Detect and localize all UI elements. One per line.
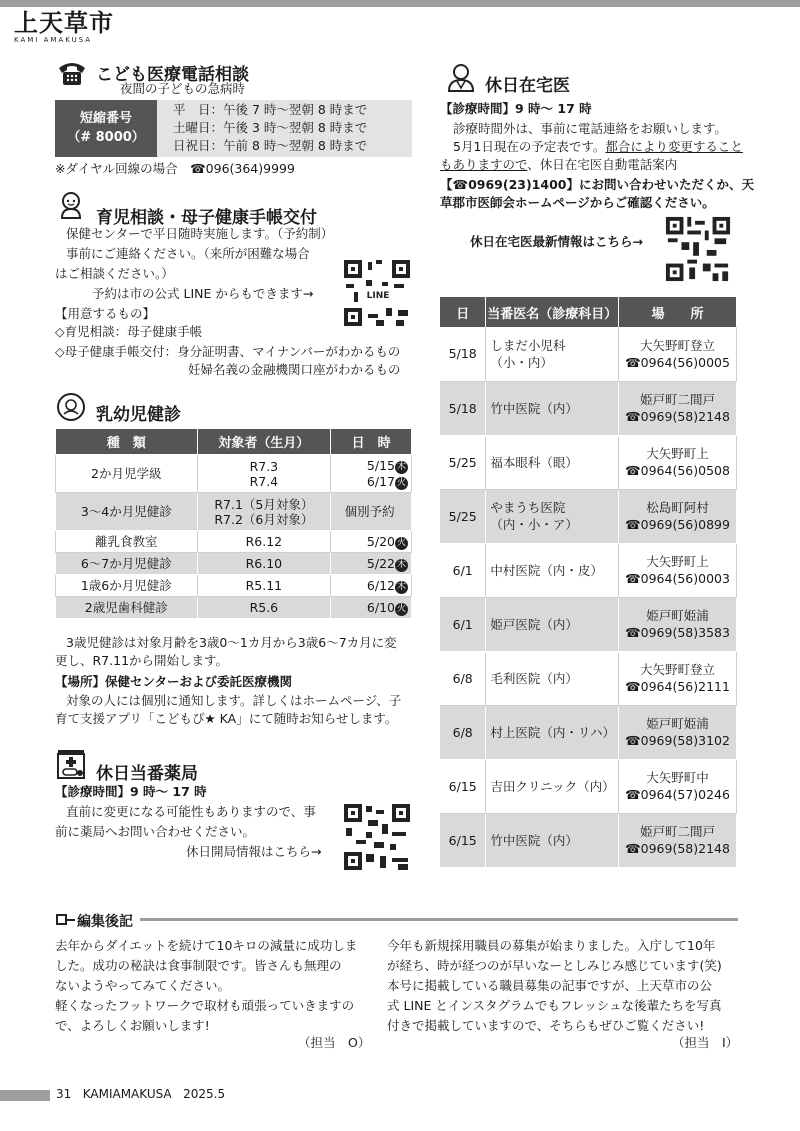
- doctor-row: [440, 543, 737, 597]
- doctor-icon: [446, 62, 476, 92]
- doctor-row: [440, 759, 737, 813]
- doctor-line-2b: 都合により変更すること: [605, 139, 743, 154]
- doctor-tel: ☎0964(56)0508: [625, 463, 730, 478]
- weekday-badge: 火: [396, 537, 406, 548]
- weekday-badge: 火: [396, 477, 406, 488]
- checkup-date-cell: [331, 575, 412, 597]
- doctor-name-line: 姫戸医院（内）: [490, 616, 578, 632]
- doctor-qr-code[interactable]: [664, 215, 732, 283]
- doctor-place: 大矢野町上: [646, 446, 709, 461]
- doctor-place: 姫戸町姫浦: [646, 716, 709, 731]
- checkup-note-1: 3歳児健診は対象月齢を3歳0～1カ月から3歳6～7カ月に変: [66, 635, 397, 650]
- doctor-line-3a: もありますので: [440, 157, 528, 172]
- doctor-date: 6/1: [440, 597, 486, 651]
- doctor-name-line: 村上医院（内・リハ）: [490, 724, 616, 740]
- checkup-place: 【場所】保健センターおよび委託医療機関: [55, 674, 293, 689]
- top-bar: [0, 0, 800, 7]
- doctor-name: [486, 759, 619, 813]
- doctor-place-cell: [619, 381, 737, 435]
- pharmacy-link[interactable]: 休日開局情報はこちら→: [186, 844, 322, 859]
- doctor-name: [486, 813, 619, 867]
- doctor-place: 姫戸町姫浦: [646, 608, 709, 623]
- doctor-tel: ☎0969(58)3102: [625, 733, 730, 748]
- checkup-target-line: R7.4: [249, 473, 279, 489]
- checkup-row: [56, 575, 412, 597]
- editorial-left-line-1: 去年からダイエットを続けて10キロの減量に成功しま: [55, 938, 358, 953]
- doctor-place-cell: [619, 327, 737, 381]
- header-date: 日 時: [331, 429, 412, 455]
- checkup-target-line: R7.3: [249, 458, 279, 474]
- checkup-date: [331, 556, 408, 572]
- telephone-icon: [56, 58, 86, 88]
- kids-phone-subtitle: 夜間の子どもの急病時: [120, 81, 246, 96]
- doctor-date: 6/1: [440, 543, 486, 597]
- pharmacy-qr-code[interactable]: [342, 802, 412, 872]
- childcare-line-2: 事前にご連絡ください。（来所が困難な場合: [66, 246, 310, 261]
- weekday-badge: 木: [396, 461, 406, 472]
- checkup-date-cell: [331, 597, 412, 619]
- footer-bar: [0, 1090, 50, 1101]
- doctor-hours: 【診療時間】9 時～ 17 時: [440, 101, 592, 116]
- doctor-place-cell: [619, 435, 737, 489]
- doctor-name-line: 吉田クリニック（内）: [490, 778, 615, 794]
- doctor-date: 6/8: [440, 705, 486, 759]
- checkup-target: [197, 531, 331, 553]
- holiday-doctor-title: 休日在宅医: [485, 76, 570, 96]
- doctor-header-row: [440, 297, 737, 327]
- header-day: 日: [440, 297, 486, 327]
- infant-icon: [56, 392, 86, 422]
- doctor-name: [486, 597, 619, 651]
- checkup-date-cell: [331, 553, 412, 575]
- checkup-date: [331, 534, 408, 550]
- checkup-row: [56, 455, 412, 493]
- doctor-name-line: 竹中医院（内）: [490, 832, 578, 848]
- doctor-name: [486, 705, 619, 759]
- pharmacy-line-2: 前に薬局へお問い合わせください。: [55, 824, 256, 839]
- doctor-name: [486, 651, 619, 705]
- doctor-date: 6/15: [440, 813, 486, 867]
- hours-box: [55, 100, 412, 157]
- doctor-tel: ☎0964(56)0005: [625, 354, 730, 370]
- qr-line-label: LINE: [366, 291, 390, 301]
- doctor-row: [440, 705, 737, 759]
- editorial-right-sign: （担当 I）: [672, 1035, 739, 1050]
- checkup-date-text: 6/10: [366, 599, 395, 615]
- doctor-tel: ☎0969(58)3583: [625, 625, 730, 640]
- item-3: 妊婦名義の金融機関口座がわかるもの: [188, 362, 401, 377]
- doctor-line-5: 草郡市医師会ホームページからご確認ください。: [440, 195, 715, 210]
- checkup-date-text: 5/22: [366, 555, 395, 571]
- doctor-row: [440, 381, 737, 435]
- doctor-name-line: やまうち医院: [490, 500, 566, 515]
- doctor-line-1: 診療時間外は、事前に電話連絡をお願いします。: [453, 121, 728, 136]
- doctor-tel: ☎0969(56)0899: [625, 517, 730, 532]
- checkup-type: 2か月児学級: [56, 455, 198, 493]
- dial-note: ※ダイヤル回線の場合 ☎096(364)9999: [55, 161, 295, 176]
- doctor-tel: ☎0964(57)0246: [625, 787, 730, 802]
- hours-saturday: 土曜日：午後 3 時～翌朝 8 時まで: [173, 120, 368, 135]
- magazine-name: KAMIAMAKUSA: [82, 1087, 172, 1101]
- doctor-name: [486, 543, 619, 597]
- hours-weekday: 平 日：午後 7 時～翌朝 8 時まで: [173, 102, 368, 117]
- header-target: 対象者（生月）: [197, 429, 331, 455]
- editorial-right-line-1: 今年も新規採用職員の募集が始まりました。入庁して10年: [387, 938, 716, 953]
- doctor-row: [440, 651, 737, 705]
- short-number-label: 短縮番号: [79, 111, 132, 126]
- weekday-badge: 木: [396, 559, 406, 570]
- doctor-name: [486, 327, 619, 381]
- editorial-right-line-5: 付きで掲載していますので、そちらもぜひご覧ください!: [387, 1018, 705, 1033]
- checkup-place-note-2: 育て支援アプリ「こどもぴ★ KA」にて随時お知らせします。: [55, 711, 398, 726]
- doctor-name-line: 毛利医院（内）: [490, 670, 578, 686]
- doctor-row: [440, 327, 737, 381]
- doctor-place-cell: [619, 597, 737, 651]
- checkup-target-line: R6.10: [245, 556, 283, 571]
- checkup-row: [56, 553, 412, 575]
- doctor-place-cell: [619, 813, 737, 867]
- pharmacy-line-1: 直前に変更になる可能性もありますので、事: [66, 804, 316, 819]
- editorial-title: 編集後記: [77, 914, 133, 930]
- doctor-place: 大矢野町上: [646, 554, 709, 569]
- checkup-date-cell: [331, 531, 412, 553]
- checkup-date: [331, 474, 408, 490]
- page-number: 31: [56, 1087, 72, 1101]
- doctor-date: 5/18: [440, 381, 486, 435]
- checkup-target-line: R6.12: [245, 534, 283, 549]
- doctor-row: [440, 813, 737, 867]
- checkup-type: 1歳6か月児健診: [56, 575, 198, 597]
- doctor-tel: ☎0969(58)2148: [625, 409, 730, 424]
- checkup-date-cell: [331, 455, 412, 493]
- kids-phone-title: こども医療電話相談: [96, 65, 249, 85]
- doctor-row: [440, 597, 737, 651]
- doctor-date: 6/8: [440, 651, 486, 705]
- editorial-right-line-3: 本号に掲載している職員募集の記事ですが、上天草市の公: [387, 978, 713, 993]
- doctor-place: 松島町阿村: [646, 500, 709, 515]
- city-logo: [14, 10, 114, 44]
- editorial-left-line-2: した。成功の秘訣は食事制限です。皆さんも無理の: [55, 958, 342, 973]
- doctor-place: 姫戸町二間戸: [640, 392, 716, 407]
- doctor-table: [440, 297, 737, 868]
- checkup-target: [197, 493, 331, 531]
- editorial-left-sign: （担当 O）: [298, 1035, 371, 1050]
- editorial-square-icon: [56, 914, 67, 925]
- item-2: ◇母子健康手帳交付：身分証明書、マイナンバーがわかるもの: [55, 344, 401, 359]
- editorial-right: [387, 936, 722, 1036]
- editorial-rule-stub: [67, 919, 75, 921]
- doctor-place-cell: [619, 705, 737, 759]
- checkup-date: [331, 504, 408, 519]
- editorial-right-line-2: が経ち、時が経つのが早いなーとしみじみ感じています(笑): [387, 958, 722, 973]
- checkup-note-2: 更し、R7.11から開始します。: [55, 653, 229, 668]
- doctor-place: 姫戸町二間戸: [640, 824, 716, 839]
- checkup-target-line: R5.6: [249, 600, 279, 615]
- doctor-name-line: （内・小・ア）: [490, 517, 578, 532]
- editorial-right-line-4: 式 LINE とインスタグラムでもフレッシュな後輩たちを写真: [387, 998, 722, 1013]
- short-number-value: （# 8000）: [67, 130, 145, 145]
- checkup-type: 2歳児歯科健診: [56, 597, 198, 619]
- doctor-place: 大矢野町中: [646, 770, 709, 785]
- doctor-date: 5/25: [440, 435, 486, 489]
- checkup-date-text: 5/20: [366, 533, 395, 549]
- doctor-place-cell: [619, 489, 737, 543]
- doctor-name: [486, 435, 619, 489]
- doctor-tel: ☎0964(56)0003: [625, 571, 730, 586]
- childcare-line-1: 保健センターで平日随時実施します。（予約制）: [66, 226, 334, 241]
- item-1: ◇育児相談：母子健康手帳: [55, 324, 203, 339]
- checkup-header-row: [56, 429, 412, 455]
- doctor-line-2a: 5月1日現在の予定表です。: [453, 139, 606, 154]
- pharmacy-hours: 【診療時間】9 時～ 17 時: [55, 784, 207, 799]
- checkup-target-line: R7.1（5月対象）: [214, 496, 314, 512]
- checkup-target: [197, 455, 331, 493]
- editorial-left-line-3: ないようやってみてください。: [55, 978, 231, 993]
- doctor-place: 大矢野町登立: [640, 337, 716, 353]
- logo-text: 上天草市: [14, 8, 114, 37]
- checkup-row: [56, 493, 412, 531]
- line-qr-code[interactable]: [342, 258, 412, 328]
- short-number-badge: [55, 100, 157, 157]
- doctor-name-line: （小・内）: [490, 354, 553, 370]
- doctor-link[interactable]: 休日在宅医最新情報はこちら→: [470, 234, 643, 249]
- checkup-target: [197, 597, 331, 619]
- logo-subtext: KAMI AMAKUSA: [14, 36, 93, 44]
- checkup-target-line: R7.2（6月対象）: [214, 511, 314, 527]
- header-place: 場 所: [619, 297, 737, 327]
- doctor-line-3: [440, 156, 677, 174]
- checkup-target: [197, 575, 331, 597]
- doctor-name-line: しまだ小児科: [490, 337, 566, 353]
- hours-holiday: 日祝日：午前 8 時～翌朝 8 時まで: [173, 138, 368, 153]
- doctor-place-cell: [619, 759, 737, 813]
- doctor-name-line: 中村医院（内・皮）: [490, 562, 603, 578]
- childcare-line-4: 予約は市の公式 LINE からもできます→: [92, 286, 314, 301]
- checkup-date-text: 6/12: [366, 577, 395, 593]
- checkup-type: 離乳食教室: [56, 531, 198, 553]
- doctor-row: [440, 489, 737, 543]
- checkup-target-line: R5.11: [245, 578, 283, 593]
- doctor-name-line: 竹中医院（内）: [490, 400, 578, 416]
- checkup-date: [331, 578, 408, 594]
- checkup-target: [197, 553, 331, 575]
- weekday-badge: 火: [396, 603, 406, 614]
- doctor-date: 5/18: [440, 327, 486, 381]
- doctor-row: [440, 435, 737, 489]
- footer: [56, 1087, 225, 1101]
- pharmacy-icon: [56, 748, 86, 778]
- checkup-date-text: 5/15: [366, 457, 395, 473]
- checkup-place-note-1: 対象の人には個別に通知します。詳しくはホームページ、子: [66, 693, 402, 708]
- doctor-tel: ☎0969(58)2148: [625, 841, 730, 856]
- checkup-date-text: 個別予約: [344, 504, 395, 519]
- doctor-place-cell: [619, 543, 737, 597]
- doctor-line-4: 【☎0969(23)1400】にお問い合わせいただくか、天: [440, 177, 754, 192]
- doctor-date: 5/25: [440, 489, 486, 543]
- checkup-row: [56, 531, 412, 553]
- doctor-name: [486, 381, 619, 435]
- header-type: 種 類: [56, 429, 198, 455]
- editorial-left: [55, 936, 357, 1036]
- checkup-type: 6～7か月児健診: [56, 553, 198, 575]
- header-doctor: 当番医名（診療科目）: [486, 297, 619, 327]
- editorial-left-line-4: 軽くなったフットワークで取材も頑張っていきますの: [55, 998, 355, 1013]
- doctor-place-cell: [619, 651, 737, 705]
- doctor-name: [486, 489, 619, 543]
- checkup-type: 3～4か月児健診: [56, 493, 198, 531]
- doctor-date: 6/15: [440, 759, 486, 813]
- doctor-place: 大矢野町登立: [640, 662, 716, 677]
- baby-icon: [56, 190, 86, 220]
- weekday-badge: 木: [396, 581, 406, 592]
- doctor-name-line: 福本眼科（眼）: [490, 454, 578, 470]
- doctor-line-3b: 、休日在宅医自動電話案内: [527, 157, 678, 172]
- checkup-date-cell: [331, 493, 412, 531]
- checkup-date: [331, 600, 408, 616]
- editorial-left-line-5: で、よろしくお願いします!: [55, 1018, 210, 1033]
- doctor-line-2: [453, 138, 743, 156]
- doctor-tel: ☎0964(56)2111: [625, 679, 730, 694]
- items-heading: 【用意するもの】: [55, 306, 156, 321]
- checkup-row: [56, 597, 412, 619]
- childcare-title: 育児相談・母子健康手帳交付: [96, 208, 317, 228]
- childcare-line-3: はご相談ください。）: [55, 266, 174, 281]
- checkup-table: [55, 428, 412, 619]
- pharmacy-title: 休日当番薬局: [96, 764, 198, 784]
- editorial-rule: [140, 918, 738, 921]
- checkup-date-text: 6/17: [366, 473, 395, 489]
- checkup-title: 乳幼児健診: [96, 405, 181, 425]
- checkup-date: [331, 458, 408, 474]
- issue-date: 2025.5: [183, 1087, 226, 1101]
